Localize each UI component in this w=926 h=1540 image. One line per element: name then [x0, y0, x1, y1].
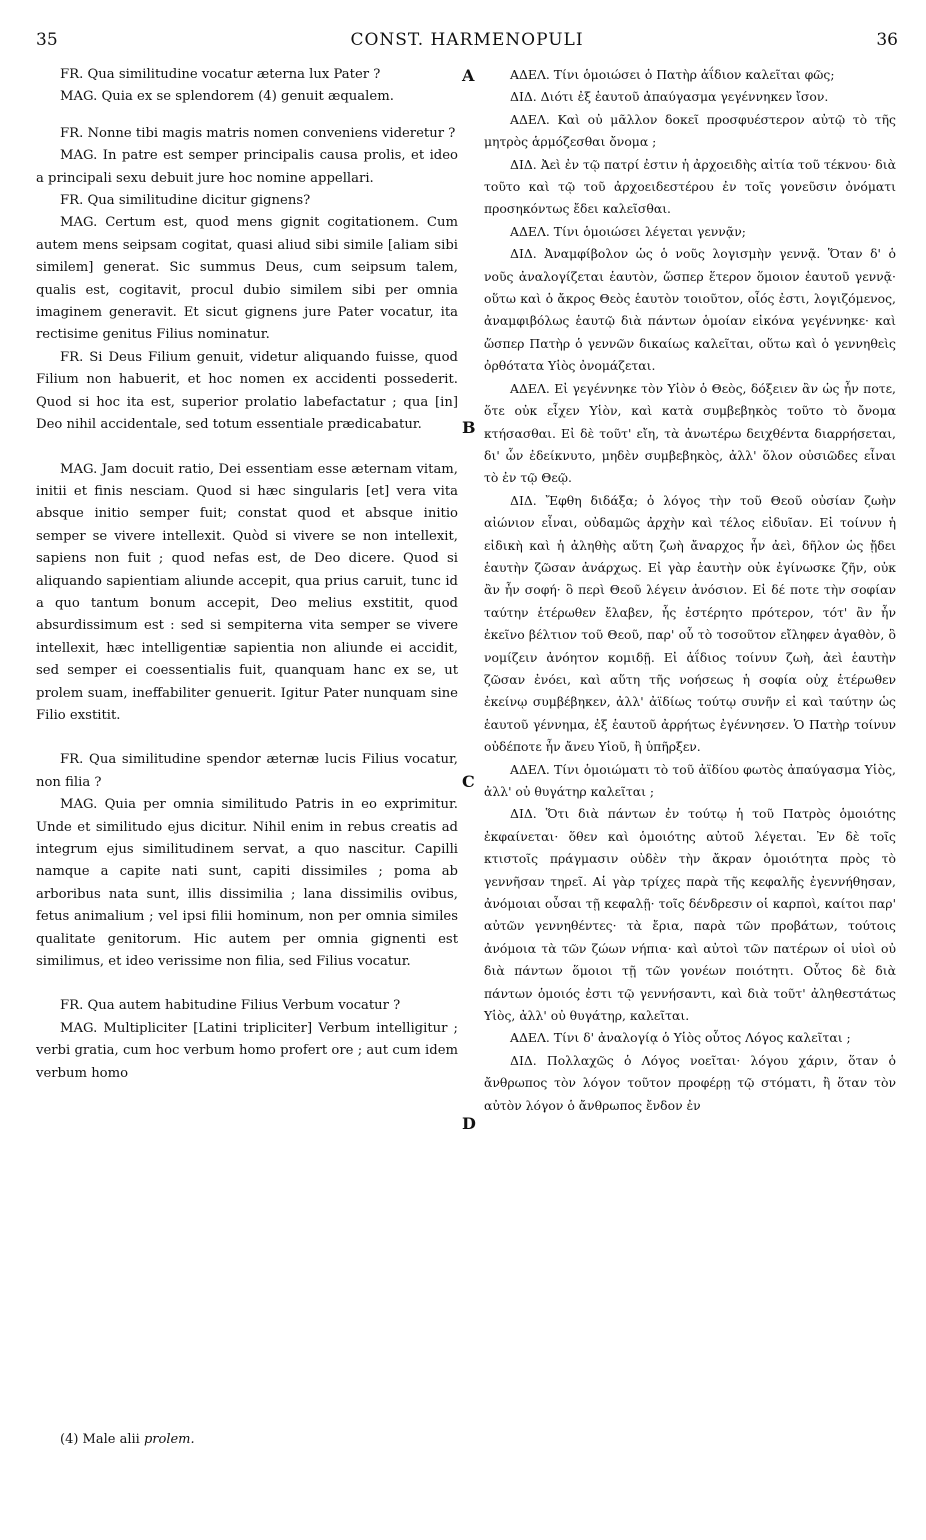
latin-paragraph: MAG. Jam docuit ratio, Dei essentiam esse æternam vitam, initii et finis nesciam. Quod si hæc singularis [et] vera vita absque initio semper fuit; constat quod et absque initio semper se vivere intellexit. Quòd si vivere se non intellexit, sapiens non fuit ; quod nefas est, de Deo dicere. Quod si aliquando sapientiam aliunde accepit, qua prius caruit, tunc id a quo tantum bonum accepit, Deo melius exstitit, quod absurdissimum est : sed si sempiterna vita semper se vivere intellexit, hæc intelligentiæ sapientia non aliunde ei accidit, sed semper ei coessentialis fuit, quanquam hanc ex se, ut prolem suam, ineffabiliter genuerit. Igitur Pater nunquam sine Filio exstitit.	[36, 461, 458, 723]
greek-paragraph: ΑΔΕΛ. Τίνι ὁμοιώματι τὸ τοῦ ἀϊδίου φωτὸς ἀπαύγασμα Υἱὸς, ἀλλ' οὐ θυγάτηρ καλεῖται ;	[484, 761, 896, 799]
greek-paragraph: ΔΙΔ. Διότι ἐξ ἑαυτοῦ ἀπαύγασμα γεγέννηκεν ἴσον.	[510, 89, 829, 105]
greek-paragraph: ΔΙΔ. Ἀναμφίβολον ὡς ὁ νοῦς λογισμὴν γεννᾷ. Ὅταν δ' ὁ νοῦς ἀναλογίζεται ἑαυτὸν, ὥσπερ ἕτερον ὅμοιον ἑαυτοῦ γεννᾷ· οὕτω καὶ ὁ ἄκρος Θεὸς ἑαυτὸν τοιοῦτον, οἷός ἐστι, λογιζόμενος, ἀναμφιβόλως ἑαυτῷ διὰ πάντων ὁμοίαν εἰκόνα γεγέννηκε· καὶ ὥσπερ Πατὴρ ὁ γεννῶν δικαίως καλεῖται, οὕτω καὶ ὁ γεννηθεὶς ὀρθότατα Υἱὸς ὀνομάζεται.	[484, 246, 896, 374]
latin-paragraph: FR. Qua autem habitudine Filius Verbum vocatur ?	[60, 998, 401, 1014]
latin-paragraph: MAG. In patre est semper principalis causa prolis, et ideo a principali sexu debuit jure hoc nomine appellari.	[36, 148, 458, 186]
greek-paragraph: ΔΙΔ. Ἀεὶ ἐν τῷ πατρί ἐστιν ἡ ἀρχοειδὴς αἰτία τοῦ τέκνου· διὰ τοῦτο καὶ τῷ τοῦ ἀρχοειδεστέρου ἐν τοῖς γονεῦσιν ὀνόματι προσηκόντως ἔδει καλεῖσθαι.	[484, 156, 896, 217]
latin-paragraph: FR. Qua similitudine vocatur æterna lux Pater ?	[60, 67, 381, 82]
section-marker-b: B	[462, 418, 476, 437]
greek-paragraph: ΑΔΕΛ. Τίνι δ' ἀναλογίᾳ ὁ Υἱὸς οὗτος Λόγος καλεῖται ;	[510, 1030, 851, 1046]
greek-paragraph: ΔΙΔ. Πολλαχῶς ὁ Λόγος νοεῖται· λόγου χάριν, ὅταν ὁ ἄνθρωπος τὸν λόγον τοῦτον προφέρῃ τῷ στόματι, ἢ ὅταν τὸν αὐτὸν λόγον ὁ ἄνθρωπος ἔνδον ἐν	[484, 1052, 896, 1113]
greek-paragraph: ΑΔΕΛ. Τίνι ὁμοιώσει ὁ Πατὴρ ἀΐδιον καλεῖται φῶς;	[510, 67, 835, 82]
footnote-text: (4) Male alii	[60, 1432, 140, 1447]
latin-paragraph: MAG. Multipliciter [Latini tripliciter] Verbum intelligitur ; verbi gratia, cum hoc verbum homo profert ore ; aut cum idem verbum homo	[36, 1020, 458, 1081]
greek-column	[484, 64, 896, 1117]
latin-paragraph: FR. Qua similitudine dicitur gignens?	[60, 193, 311, 209]
latin-paragraph: FR. Si Deus Filium genuit, videtur aliquando fuisse, quod Filium non habuerit, et hoc nomen ex accidenti possederit. Quod si hoc ita est, superior prolatio labefactatur ; qua [in] Deo nihil accidentale, sed totum essentiale prædicabatur.	[36, 349, 458, 433]
section-marker-c: C	[462, 772, 475, 791]
running-title: CONST. HARMENOPULI	[350, 30, 584, 50]
latin-paragraph: MAG. Quia ex se splendorem (4) genuit æqualem.	[60, 89, 394, 105]
section-marker-a: A	[462, 66, 475, 85]
greek-paragraph: ΔΙΔ. Ὅτι διὰ πάντων ἐν τούτῳ ἡ τοῦ Πατρὸς ὁμοιότης ἐκφαίνεται· ὅθεν καὶ ὁμοιότης αὐτοῦ λέγεται. Ἐν δὲ τοῖς κτιστοῖς πράγμασιν οὐδὲν τὴν ἄκραν ὁμοιότητα πρὸς τὸ γεννῆσαν τηρεῖ. Αἱ γὰρ τρίχες παρὰ τῆς κεφαλῆς ἐγεννήθησαν, ἀνόμοιαι οὖσαι τῇ κεφαλῇ· τοῖς δένδρεσιν οἱ καρποὶ, καίτοι παρ' αὐτῶν γεννηθέντες· τὰ ἔρια, παρὰ τῶν προβάτων, τούτοις ἀνόμοια τὰ τῶν ζώων νήπια· καὶ αὐτοὶ τῶν πατέρων οἱ υἱοὶ οὐ διὰ πάντων ὅμοιοι τῇ τῶν γονέων ποιότητι. Οὗτος δὲ διὰ πάντων ὁμοιός ἐστι τῷ γεννήσαντι, καὶ διὰ τοῦτ' ἀληθεστάτως Υἱὸς, ἀλλ' οὐ θυγάτηρ, καλεῖται.	[484, 806, 896, 1024]
latin-column	[36, 64, 458, 1085]
footnote	[60, 1432, 195, 1447]
page-number-right: 36	[876, 30, 898, 50]
section-marker-d: D	[462, 1114, 476, 1133]
greek-paragraph: ΔΙΔ. Ἔφθη διδάξα; ὁ λόγος τὴν τοῦ Θεοῦ οὐσίαν ζωὴν αἰώνιον εἶναι, οὐδαμῶς ἀρχὴν καὶ τέλος εἰδυῖαν. Εἰ τοίνυν ἡ εἰδικὴ καὶ ἡ ἀληθὴς αὕτη ζωὴ ἄναρχος ἦν ἀεὶ, δῆλον ὡς ᾔδει ἑαυτὴν ζῶσαν ἀνάρχως. Εἰ γὰρ ἑαυτὴν οὐκ ἐγίνωσκε ζῆν, οὐκ ἂν ἦν σοφή· ὃ περὶ Θεοῦ λέγειν ἀνόσιον. Εἰ δέ ποτε τὴν σοφίαν ταύτην ἑτέρωθεν ἔλαβεν, ἧς ἐστέρητο πρότερον, τότ' ἂν ἦν ἐκεῖνο βέλτιον τοῦ Θεοῦ, παρ' οὗ τὸ τοσοῦτον εἴληφεν ἀγαθὸν, ὃ νομίζειν ἀνόητον κομιδῇ. Εἰ ἀΐδιος τοίνυν ζωὴ, ἀεὶ ἑαυτὴν ζῶσαν ἐνόει, καὶ αὕτη τῆς νοήσεως ἡ σοφία οὐχ ἑτέρωθεν ἐκείνῳ συμβέβηκεν, ἀλλ' ἀϊδίως τούτῳ συνῆν εἰ καὶ ταύτην ὡς ἑαυτοῦ γέννημα, ἐξ ἑαυτοῦ ἀρρήτως ἐγέννησεν. Ὁ Πατὴρ τοίνυν οὐδέποτε ἦν ἄνευ Υἱοῦ, ἢ ὑπῆρξεν.	[484, 492, 896, 755]
page-header	[36, 30, 898, 58]
latin-paragraph: MAG. Certum est, quod mens gignit cogitationem. Cum autem mens seipsam cogitat, quasi aliud sibi simile [aliam sibi similem] generat. Sic summus Deus, cum seipsum talem, qualis est, cogitavit, procul dubio similem sibi per omnia imaginem generavit. Et sicut gignens jure Pater vocatur, ita rectisime genitus Filius nominatur.	[36, 215, 458, 343]
latin-paragraph: FR. Nonne tibi magis matris nomen conveniens videretur ?	[60, 125, 456, 141]
greek-paragraph: ΑΔΕΛ. Τίνι ὁμοιώσει λέγεται γεννᾷν;	[510, 223, 746, 239]
greek-paragraph: ΑΔΕΛ. Εἰ γεγέννηκε τὸν Υἱὸν ὁ Θεὸς, δόξειεν ἂν ὡς ἦν ποτε, ὅτε οὐκ εἶχεν Υἱὸν, καὶ κατὰ συμβεβηκὸς τοῦτο τὸ ὄνομα κτήσασθαι. Εἰ δὲ τοῦτ' εἴη, τὰ ἀνωτέρω δειχθέντα διαρρήσεται, δι' ὧν ἐδείκνυτο, μηδὲν συμβεβηκὸς, ἀλλ' ὅλον οὐσιῶδες εἶναι τὸ ἐν τῷ Θεῷ.	[484, 380, 896, 486]
latin-paragraph: FR. Qua similitudine spendor æternæ lucis Filius vocatur, non filia ?	[36, 752, 458, 790]
footnote-italic-word: prolem.	[143, 1432, 195, 1447]
greek-paragraph: ΑΔΕΛ. Καὶ οὐ μᾶλλον δοκεῖ προσφυέστερον αὐτῷ τὸ τῆς μητρὸς ἁρμόζεσθαι ὄνομα ;	[484, 111, 896, 150]
latin-paragraph: MAG. Quia per omnia similitudo Patris in eo exprimitur. Unde et similitudo ejus dicitur. Nihil enim in rebus creatis ad integrum ejus similitudinem servat, a quo nascitur. Capilli namque a capite nati sunt, capiti dissimiles ; poma ab arboribus nata sunt, illis dissimilia ; lana dissimilis ovibus, fetus animalium ; vel ipsi filii hominum, non per omnia similes qualitate genitorum. Hic autem per omnia gignenti est similimus, et ideo verissime non filia, sed Filius vocatur.	[36, 797, 458, 970]
page-number-left: 35	[36, 30, 58, 50]
